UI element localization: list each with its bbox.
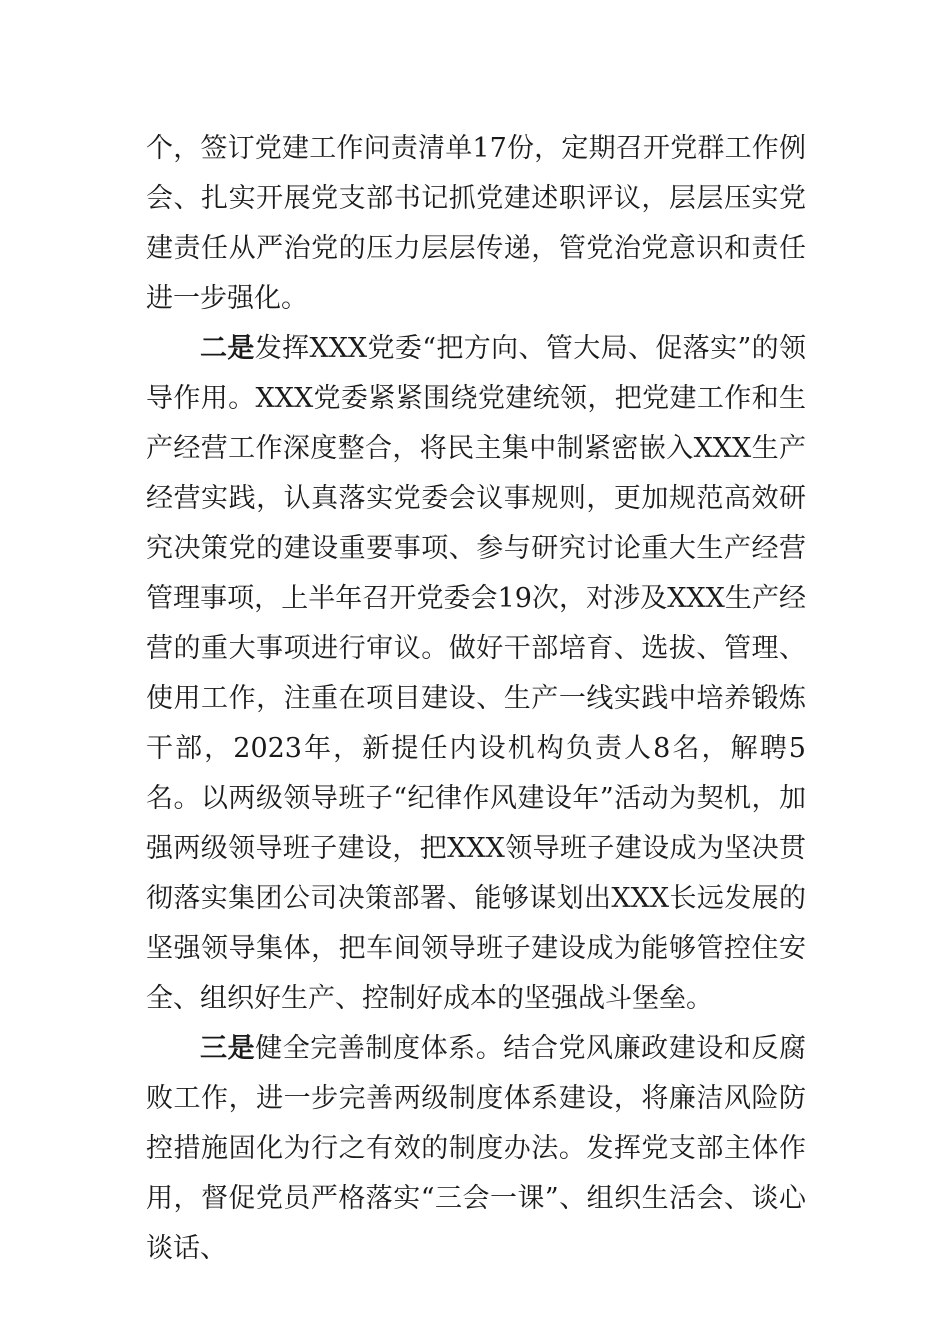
paragraph-3-lead: 三是 xyxy=(200,1033,256,1064)
paragraph-3 xyxy=(146,1024,806,1274)
body-text xyxy=(146,124,806,1274)
paragraph-2-lead: 二是 xyxy=(200,333,255,364)
paragraph-1-text: 个，签订党建工作问责清单17份，定期召开党群工作例会、扎实开展党支部书记抓党建述职评议，层层压实党建责任从严治党的压力层层传递，管党治党意识和责任进一步强化。 xyxy=(146,133,806,314)
paragraph-2-text: 发挥XXX党委“把方向、管大局、促落实”的领导作用。XXX党委紧紧围绕党建统领，把党建工作和生产经营工作深度整合，将民主集中制紧密嵌入XXX生产经营实践，认真落实党委会议事规则，更加规范高效研究决策党的建设重要事项、参与研究讨论重大生产经营管理事项，上半年召开党委会19次，对涉及XXX生产经营的重大事项进行审议。做好干部培育、选拔、管理、使用工作，注重在项目建设、生产一线实践中培养锻炼干部，2023年，新提任内设机构负责人8名，解聘5名。以两级领导班子“纪律作风建设年”活动为契机，加强两级领导班子建设，把XXX领导班子建设成为坚决贯彻落实集团公司决策部署、能够谋划出XXX长远发展的坚强领导集体，把车间领导班子建设成为能够管控住安全、组织好生产、控制好成本的坚强战斗堡垒。 xyxy=(146,333,807,1014)
paragraph-1 xyxy=(146,124,806,324)
paragraph-2 xyxy=(146,324,806,1024)
paragraph-3-text: 健全完善制度体系。结合党风廉政建设和反腐败工作，进一步完善两级制度体系建设，将廉洁风险防控措施固化为行之有效的制度办法。发挥党支部主体作用，督促党员严格落实“三会一课”、组织生活会、谈心谈话、 xyxy=(146,1033,807,1264)
